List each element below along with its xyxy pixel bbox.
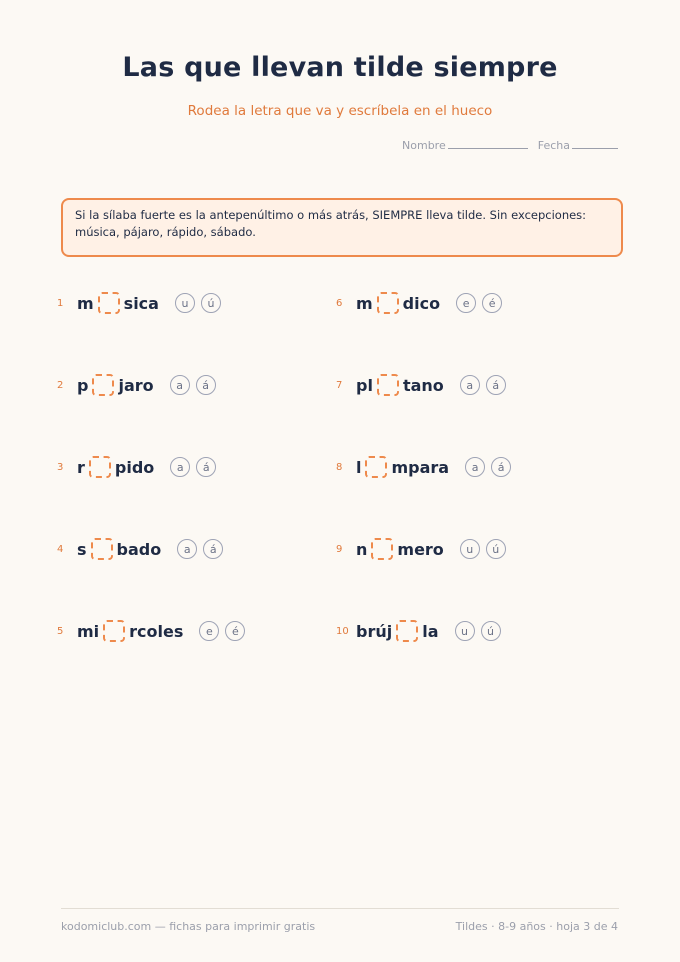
exercise-item	[336, 452, 511, 482]
word-end: tano	[402, 375, 444, 395]
option-circle[interactable]: e	[456, 293, 476, 313]
answer-gap[interactable]	[377, 292, 399, 314]
exercise-item	[57, 452, 216, 482]
answer-gap[interactable]	[371, 538, 393, 560]
answer-gap[interactable]	[103, 620, 125, 642]
option-circle[interactable]: é	[225, 621, 245, 641]
item-number: 10	[336, 625, 349, 637]
item-word	[356, 456, 449, 478]
item-word	[77, 456, 154, 478]
word-end: bado	[116, 539, 162, 559]
date-label: Fecha	[537, 139, 570, 152]
word-end: la	[422, 621, 439, 641]
page-subtitle: Rodea la letra que va y escríbela en el hueco	[187, 103, 493, 119]
name-date-fields	[402, 139, 618, 152]
word-start: m	[77, 293, 94, 313]
item-word	[77, 538, 161, 560]
word-start: mi	[77, 621, 100, 641]
word-end: sica	[123, 293, 159, 313]
exercise-item	[57, 534, 223, 564]
option-circle[interactable]: á	[203, 539, 223, 559]
option-group	[465, 457, 511, 477]
word-end: dico	[402, 293, 441, 313]
option-group	[175, 293, 221, 313]
word-end: mpara	[391, 457, 450, 477]
option-circle[interactable]: a	[460, 375, 480, 395]
answer-gap[interactable]	[92, 374, 114, 396]
answer-gap[interactable]	[377, 374, 399, 396]
option-group	[170, 375, 216, 395]
option-group	[177, 539, 223, 559]
option-circle[interactable]: ú	[481, 621, 501, 641]
item-number: 2	[57, 379, 64, 391]
word-start: l	[356, 457, 362, 477]
exercise-item	[336, 288, 502, 318]
word-start: brúj	[356, 621, 393, 641]
answer-gap[interactable]	[396, 620, 418, 642]
exercise-item	[57, 370, 216, 400]
item-word	[77, 620, 183, 642]
word-end: jaro	[118, 375, 154, 395]
exercise-item	[336, 616, 501, 646]
date-line	[572, 147, 618, 149]
footer-source: kodomiclub.com — fichas para imprimir gratis	[61, 920, 316, 933]
option-circle[interactable]: a	[170, 375, 190, 395]
item-number: 8	[336, 461, 343, 473]
answer-gap[interactable]	[98, 292, 120, 314]
option-circle[interactable]: a	[177, 539, 197, 559]
item-number: 6	[336, 297, 343, 309]
word-end: rcoles	[129, 621, 184, 641]
word-start: pl	[356, 375, 373, 395]
answer-gap[interactable]	[365, 456, 387, 478]
name-label: Nombre	[402, 139, 446, 152]
option-circle[interactable]: a	[465, 457, 485, 477]
rule-callout: Si la sílaba fuerte es la antepenúltimo o más atrás, SIEMPRE lleva tilde. Sin excepciones: música, pájaro, rápido, sábado.	[61, 198, 623, 257]
name-line	[448, 147, 528, 149]
option-circle[interactable]: u	[455, 621, 475, 641]
option-group	[455, 621, 501, 641]
option-circle[interactable]: ú	[201, 293, 221, 313]
option-circle[interactable]: u	[460, 539, 480, 559]
option-group	[170, 457, 216, 477]
option-circle[interactable]: e	[199, 621, 219, 641]
item-word	[356, 292, 440, 314]
option-circle[interactable]: é	[482, 293, 502, 313]
option-group	[199, 621, 245, 641]
item-number: 7	[336, 379, 343, 391]
word-end: mero	[397, 539, 444, 559]
answer-gap[interactable]	[89, 456, 111, 478]
option-group	[456, 293, 502, 313]
word-start: n	[356, 539, 368, 559]
item-number: 5	[57, 625, 64, 637]
word-start: m	[356, 293, 373, 313]
item-word	[356, 620, 439, 642]
word-start: s	[77, 539, 87, 559]
word-start: r	[77, 457, 85, 477]
item-number: 1	[57, 297, 64, 309]
item-word	[77, 374, 154, 396]
exercise-item	[336, 534, 506, 564]
footer-divider	[61, 908, 619, 909]
item-number: 4	[57, 543, 64, 555]
item-number: 9	[336, 543, 343, 555]
date-field[interactable]	[538, 139, 618, 152]
exercise-item	[57, 288, 221, 318]
option-circle[interactable]: á	[486, 375, 506, 395]
item-number: 3	[57, 461, 64, 473]
option-circle[interactable]: á	[491, 457, 511, 477]
option-circle[interactable]: á	[196, 375, 216, 395]
name-field[interactable]	[402, 139, 528, 152]
page-title: Las que llevan tilde siempre	[122, 52, 558, 83]
option-circle[interactable]: ú	[486, 539, 506, 559]
item-word	[77, 292, 159, 314]
item-word	[356, 374, 444, 396]
answer-gap[interactable]	[91, 538, 113, 560]
exercise-item	[336, 370, 506, 400]
item-word	[356, 538, 444, 560]
option-circle[interactable]: a	[170, 457, 190, 477]
option-group	[460, 375, 506, 395]
option-group	[460, 539, 506, 559]
option-circle[interactable]: u	[175, 293, 195, 313]
word-start: p	[77, 375, 89, 395]
word-end: pido	[114, 457, 155, 477]
option-circle[interactable]: á	[196, 457, 216, 477]
exercise-item	[57, 616, 245, 646]
footer-page-info: Tildes · 8-9 años · hoja 3 de 4	[455, 920, 618, 933]
